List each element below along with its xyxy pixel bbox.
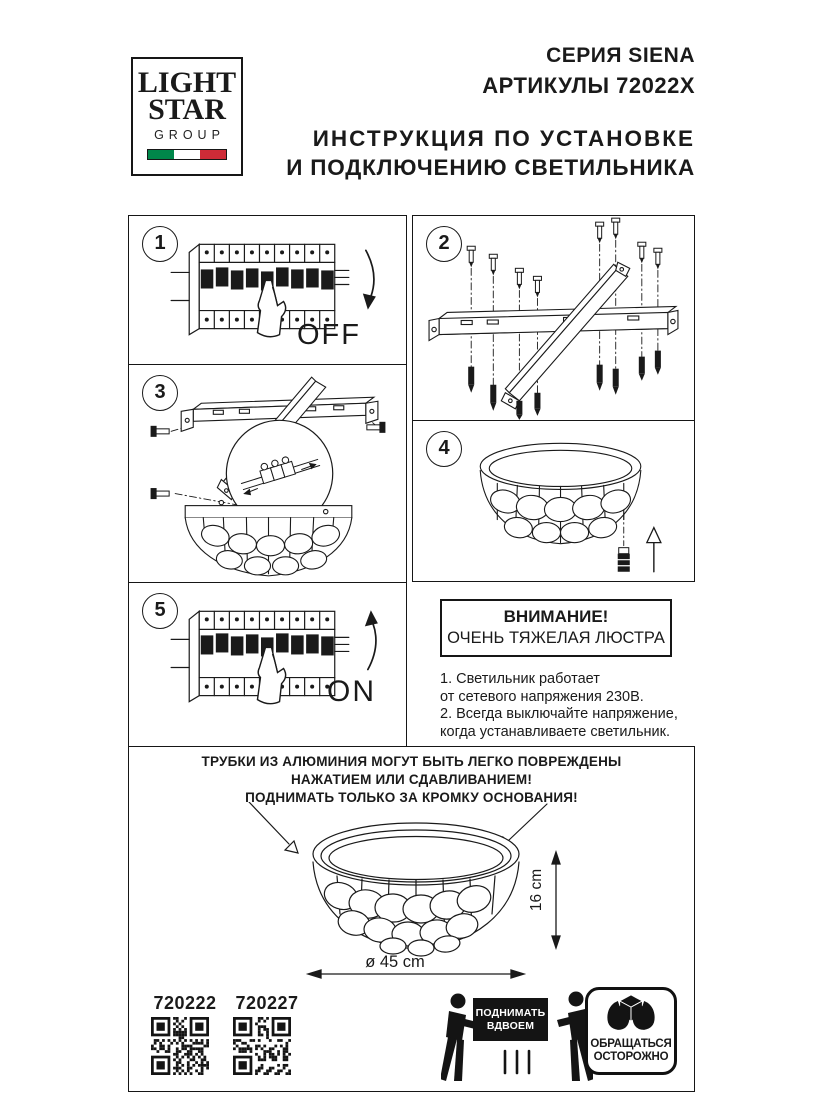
step-4-panel xyxy=(412,420,695,582)
lightstar-logo xyxy=(131,57,243,176)
handling-warning-line3: ПОДНИМАТЬ ТОЛЬКО ЗА КРОМКУ ОСНОВАНИЯ! xyxy=(245,790,578,805)
step-2-number: 2 xyxy=(426,226,462,262)
step-5-number: 5 xyxy=(142,593,178,629)
logo-group: GROUP xyxy=(154,128,225,142)
care-label-line2: ОСТОРОЖНО xyxy=(593,1051,669,1063)
qr-code-720222 xyxy=(151,1017,209,1075)
series-title: СЕРИЯ SIENA xyxy=(546,44,695,67)
diameter-dimension-label: ø 45 cm xyxy=(365,953,425,971)
attention-subtitle: ОЧЕНЬ ТЯЖЕЛАЯ ЛЮСТРА xyxy=(447,629,665,647)
handling-panel xyxy=(128,746,695,1092)
articles-title: АРТИКУЛЫ 72022X xyxy=(482,73,695,98)
step-1-number: 1 xyxy=(142,226,178,262)
step-4-number: 4 xyxy=(426,431,462,467)
note-line: 2. Всегда выключайте напряжение, xyxy=(440,706,678,722)
lift-sign-line2: ВДВОЕМ xyxy=(486,1019,535,1032)
notes-block xyxy=(440,671,692,741)
logo-star: STAR xyxy=(148,93,226,126)
attention-box xyxy=(440,599,672,657)
off-label: OFF xyxy=(297,319,361,351)
height-dimension-label: 16 cm xyxy=(528,868,545,912)
instruction-title-line2: И ПОДКЛЮЧЕНИЮ СВЕТИЛЬНИКА xyxy=(286,155,695,180)
logo-light: LIGHT xyxy=(137,66,237,99)
note-line: когда устанавливаете светильник. xyxy=(440,723,671,740)
on-label: ON xyxy=(327,675,376,708)
instruction-title-line1: ИНСТРУКЦИЯ ПО УСТАНОВКЕ xyxy=(312,126,695,151)
handling-warning-line1: ТРУБКИ ИЗ АЛЮМИНИЯ МОГУТ БЫТЬ ЛЕГКО ПОВРЕЖДЕНЫ xyxy=(201,754,622,769)
handle-with-care-icon xyxy=(585,987,677,1075)
two-person-lift-icon xyxy=(441,991,593,1083)
step-1-panel xyxy=(128,215,407,365)
italian-flag-stripe xyxy=(147,149,227,160)
note-line: от сетевого напряжения 230В. xyxy=(440,688,644,705)
document-header xyxy=(286,44,695,181)
article-number-720222: 720222 xyxy=(153,993,217,1013)
handling-warning xyxy=(129,753,694,807)
handling-warning-line2: НАЖАТИЕМ ИЛИ СДАВЛИВАНИЕМ! xyxy=(290,772,533,787)
cube-in-hands-icon xyxy=(598,994,664,1036)
lift-sign xyxy=(473,998,548,1041)
step-2-panel xyxy=(412,215,695,421)
article-number-720227: 720227 xyxy=(235,993,299,1013)
lift-sign-line1: ПОДНИМАТЬ xyxy=(475,1007,546,1019)
qr-code-720227 xyxy=(233,1017,291,1075)
care-label-line1: ОБРАЩАТЬСЯ xyxy=(590,1038,672,1050)
attention-title: ВНИМАНИЕ! xyxy=(503,607,609,626)
step-3-panel xyxy=(128,364,407,583)
note-line: 1. Светильник работает xyxy=(440,671,600,687)
step-3-number: 3 xyxy=(142,375,178,411)
step-5-panel xyxy=(128,582,407,747)
